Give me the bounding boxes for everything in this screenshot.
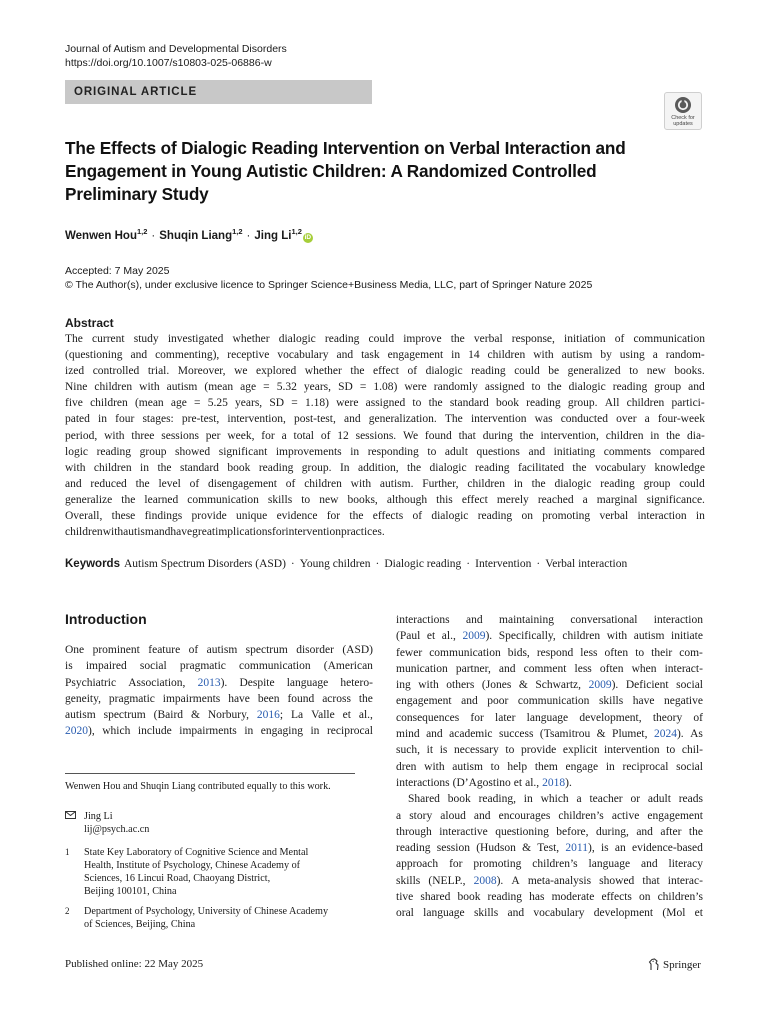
keyword[interactable]: Autism Spectrum Disorders (ASD) <box>123 558 286 570</box>
keywords-heading: Keywords <box>65 558 120 570</box>
contact-name: Jing Li <box>84 811 113 822</box>
author-list: Wenwen Hou$^{1,2}$ · Shuqin Liang$^{1,2}$ · Jing Li$^{1,2}$iD <box>65 227 312 242</box>
citation-link[interactable]: 2008 <box>473 874 497 887</box>
mail-icon <box>65 810 79 823</box>
body-line: geneity, pragmatic impairments have been found across the <box>65 692 373 705</box>
author-affiliation: 1,2 <box>232 227 243 236</box>
body-line: dren with autism to help them engage in reciprocal social <box>396 760 703 773</box>
abstract-line: Overall, these findings provide unique evidence for the effects of dialogic reading on promoting verbal interaction in <box>65 510 705 523</box>
abstract-line: and reduced the level of disengagement of children with autism. Further, children in the dialogic reading group could <box>65 477 705 490</box>
abstract-line: generalize the learned communication skills to new books, although this effect merely reached a marginal significance. <box>65 493 705 506</box>
abstract-line: The current study investigated whether dialogic reading could improve the verbal response, initiation of communication <box>65 333 705 345</box>
equal-contribution-note: Wenwen Hou and Shuqin Liang contributed equally to this work. <box>65 781 331 792</box>
doi-link[interactable]: https://doi.org/10.1007/s10803-025-06886-w <box>65 57 272 69</box>
citation-link[interactable]: 2020 <box>65 725 88 738</box>
body-line: (Paul et al., 2009). Specifically, children with autism initiate <box>396 630 703 643</box>
abstract-line: Nine children with autism (mean age = 5.32 years, SD = 1.08) were randomly assigned to the dialogic reading group and <box>65 381 705 394</box>
abstract-line: period, with three sessions per week, for a total of 12 sessions. We found that during the intervention, children in the dia- <box>65 429 705 442</box>
abstract-line: (questioning and commenting), receptive vocabulary and task engagement in 14 children with autism by using a random- <box>65 349 705 362</box>
body-line: 2020), which include impairments in engaging in reciprocal <box>65 725 373 738</box>
abstract-line: with children in the standard book reading group. In addition, the dialogic reading facilitated the vocabulary knowledge <box>65 461 705 474</box>
accepted-date: Accepted: 7 May 2025 <box>65 265 170 277</box>
journal-header <box>65 42 287 70</box>
check-for-updates-label: Check for updates <box>671 115 695 127</box>
body-line: tive shared book reading has moderate effects on children’s <box>396 891 703 904</box>
body-line: a story aloud and encourages children’s active engagement <box>396 809 703 822</box>
body-line: Shared book reading, in which a teacher or adult reads <box>408 793 703 806</box>
article-title <box>65 137 665 206</box>
author-name[interactable]: Jing Li <box>254 229 292 242</box>
body-line: autism spectrum (Baird & Norbury, 2016; La Valle et al., <box>65 709 373 722</box>
orcid-icon[interactable]: iD <box>304 233 312 241</box>
author-name[interactable]: Wenwen Hou <box>65 229 137 242</box>
author-name[interactable]: Shuqin Liang <box>159 229 233 242</box>
citation-link[interactable]: 2018 <box>542 776 566 789</box>
journal-name: Journal of Autism and Developmental Disorders <box>65 43 287 55</box>
body-line: fewer communication bids, respond less often to their com- <box>396 646 703 659</box>
keyword[interactable]: Dialogic reading <box>384 558 462 570</box>
keyword-separator: · <box>375 558 380 570</box>
citation-link[interactable]: 2011 <box>565 842 588 855</box>
springer-horse-icon <box>648 958 660 971</box>
author-affiliation: 1,2 <box>291 227 302 236</box>
abstract-line: ized controlled trial. Moreover, we explored whether the effect of dialogic reading could be generalized to new books. <box>65 365 705 378</box>
body-line: engagement and poor communication skills have negative <box>396 695 703 708</box>
contact-email[interactable]: lij@psych.ac.cn <box>84 824 150 835</box>
body-line: consequences for later language development, theory of <box>396 711 703 724</box>
keyword[interactable]: Intervention <box>475 558 532 570</box>
keyword-separator: · <box>290 558 295 570</box>
footnote-divider <box>65 773 355 774</box>
introduction-heading: Introduction <box>65 611 147 627</box>
keyword-separator: · <box>466 558 471 570</box>
affiliation-mark: 1 <box>65 847 70 857</box>
check-for-updates-badge[interactable] <box>664 92 702 130</box>
body-line: ing with others (Jones & Schwartz, 2009). Deficient social <box>396 679 703 692</box>
body-line: Psychiatric Association, 2013). Despite language hetero- <box>65 676 373 689</box>
article-type-banner: ORIGINAL ARTICLE <box>65 80 372 104</box>
citation-link[interactable]: 2016 <box>256 709 280 722</box>
body-line: through interactive questioning before, during, and after the <box>396 825 703 838</box>
author-affiliation: 1,2 <box>136 227 148 236</box>
body-column-right <box>396 612 703 922</box>
body-line: munication partner, and comment less often when interact- <box>396 662 703 675</box>
title-line: The Effects of Dialogic Reading Intervention on Verbal Interaction and <box>65 138 626 158</box>
body-line: oral language skills and vocabulary development (Mol et <box>396 907 703 920</box>
abstract-body <box>65 331 705 540</box>
body-line: mind and academic success (Tsamitrou & Plumet, 2024). As <box>396 728 703 741</box>
abstract-line: five children (mean age = 5.25 years, SD = 1.18) were assigned to the standard book reading group. All children partici- <box>65 397 705 410</box>
abstract-line: pated in four stages: pre-test, intervention, post-test, and generalization. The intervention was conducted over a four-week <box>65 413 705 426</box>
keyword[interactable]: Verbal interaction <box>545 558 628 570</box>
published-date: Published online: 22 May 2025 <box>65 958 204 970</box>
body-column-left <box>65 642 373 740</box>
title-line: Engagement in Young Autistic Children: A Randomized Controlled <box>65 161 597 181</box>
abstract-line: logic reading group showed significant improvements in responding to adult questions and initiating comments compared <box>65 445 705 458</box>
body-line: interactions (D’Agostino et al., 2018). <box>396 776 572 789</box>
body-line: approach for promoting children’s language and literacy <box>396 858 703 871</box>
body-line: interactions and maintaining conversational interaction <box>396 614 703 626</box>
body-line: is impaired social pragmatic communication (American <box>65 660 373 673</box>
keyword[interactable]: Young children <box>299 558 371 570</box>
citation-link[interactable]: 2009 <box>588 679 612 692</box>
body-line: reading session (Hudson & Test, 2011), is an evidence-based <box>396 842 703 855</box>
article-dates <box>65 265 592 292</box>
body-line: skills (NELP., 2008). A meta-analysis showed that interac- <box>396 874 703 887</box>
body-line: One prominent feature of autism spectrum disorder (ASD) <box>65 644 373 656</box>
citation-link[interactable]: 2024 <box>653 728 677 741</box>
abstract-heading: Abstract <box>65 316 114 330</box>
publisher-name: Springer <box>663 959 701 971</box>
citation-link[interactable]: 2013 <box>197 676 221 689</box>
body-line: such, it is necessary to provide explicit intervention to chil- <box>396 744 703 757</box>
publisher-logo <box>648 958 701 971</box>
abstract-line: children with autism and have great implications for intervention practices. <box>65 526 385 539</box>
copyright-line: © The Author(s), under exclusive licence to Springer Science+Business Media, LLC, part of Springer Nature 2025 <box>65 278 593 291</box>
keyword-separator: · <box>536 558 541 570</box>
affiliation-mark: 2 <box>65 906 70 916</box>
title-line: Preliminary Study <box>65 184 209 204</box>
check-for-updates-icon <box>674 96 692 114</box>
keywords-line <box>65 558 627 570</box>
citation-link[interactable]: 2009 <box>462 630 486 643</box>
